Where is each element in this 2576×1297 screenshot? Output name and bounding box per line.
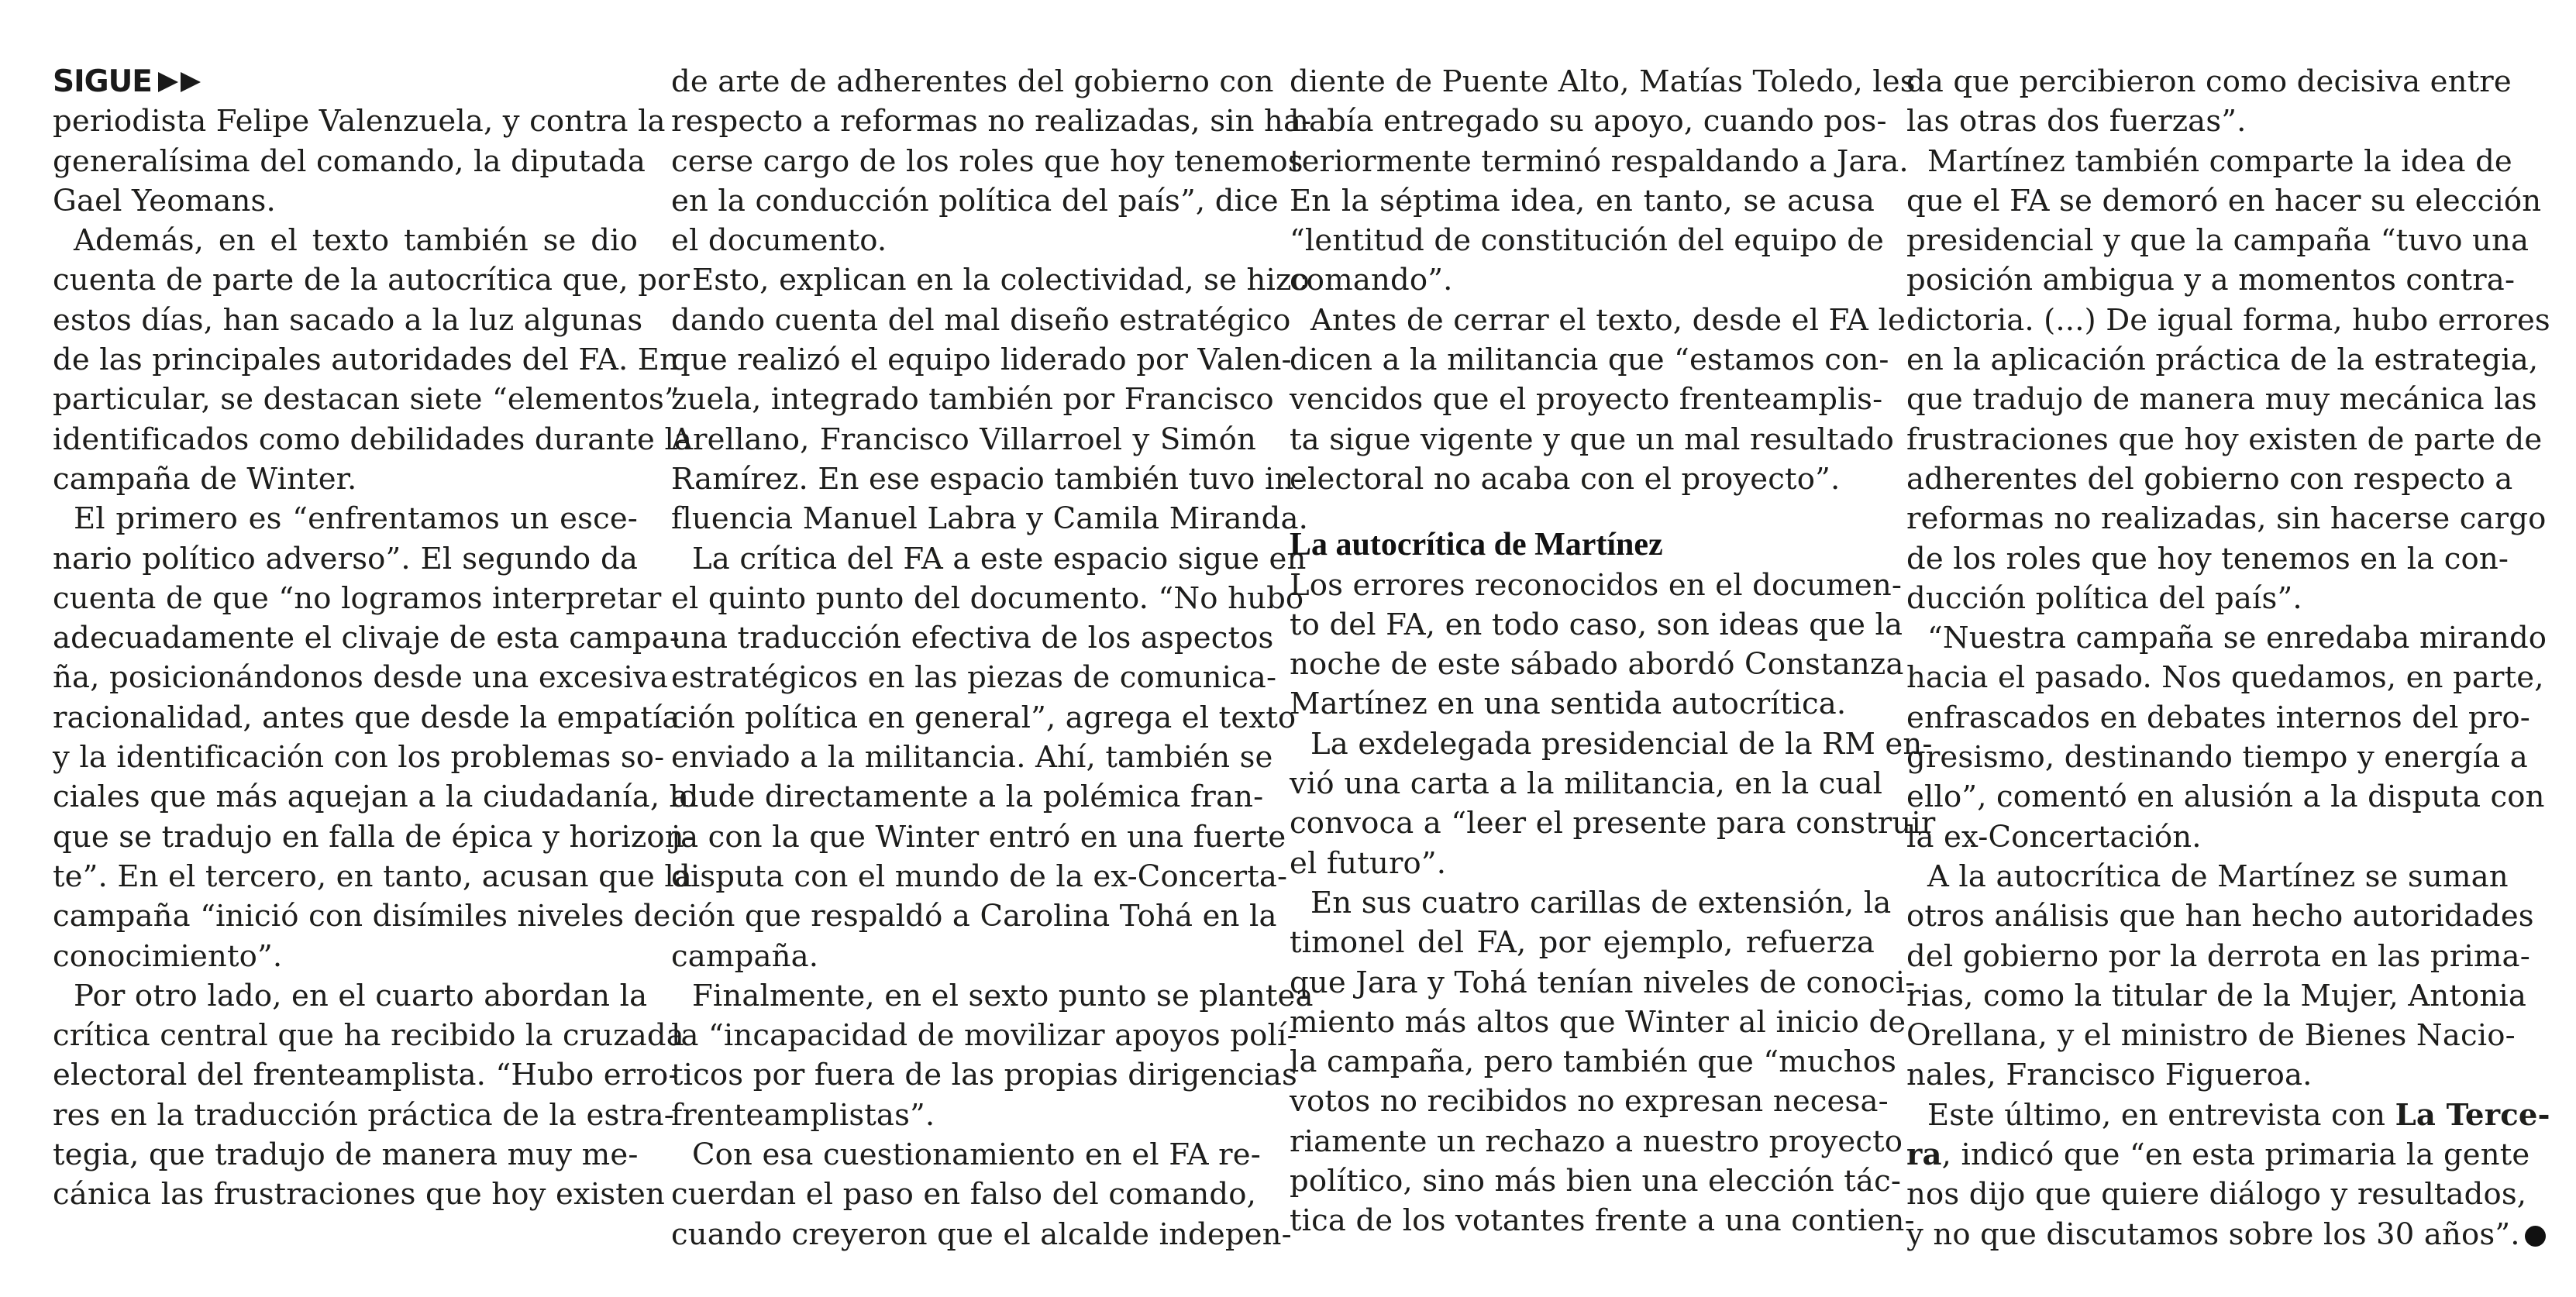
text-line: miento más altos que Winter al inicio de bbox=[1290, 1004, 1906, 1040]
end-of-article-bullet-icon bbox=[2525, 1226, 2546, 1247]
text-line: La exdelegada presidencial de la RM en- bbox=[1310, 726, 1933, 762]
text-line: te”. En el tercero, en tanto, acusan que la bbox=[53, 858, 693, 894]
text-line: y la identificación con los problemas so- bbox=[53, 740, 665, 776]
text-line: vencidos que el proyecto frenteamplis- bbox=[1290, 382, 1883, 418]
text-line: tica de los votantes frente a una contien- bbox=[1290, 1203, 1915, 1239]
text-line: estos días, han sacado a la luz algunas bbox=[53, 302, 643, 338]
text-line: ciales que más aquejan a la ciudadanía, lo bbox=[53, 779, 697, 815]
text-line: campaña. bbox=[671, 938, 819, 974]
text-fragment: y no que discutamos sobre los 30 años”. bbox=[1906, 1216, 2520, 1252]
column-1 bbox=[53, 62, 697, 1215]
text-line: Además, en el texto también se dio bbox=[74, 223, 638, 259]
text-line: había entregado su apoyo, cuando pos- bbox=[1290, 104, 1887, 139]
column-3 bbox=[1290, 62, 1936, 1241]
text-line: ña, posicionándonos desde una excesiva bbox=[53, 660, 669, 696]
text-line: dicen a la militancia que “estamos con- bbox=[1290, 342, 1889, 378]
text-line: electoral no acaba con el proyecto”. bbox=[1290, 461, 1841, 497]
text-line: adherentes del gobierno con respecto a bbox=[1906, 461, 2513, 497]
text-line: La crítica del FA a este espacio sigue en bbox=[692, 541, 1307, 576]
text-line: Arellano, Francisco Villarroel y Simón bbox=[671, 421, 1256, 457]
text-line: en la aplicación práctica de la estrategia, bbox=[1906, 342, 2539, 378]
text-line: diente de Puente Alto, Matías Toledo, les bbox=[1290, 64, 1916, 99]
text-line: enviado a la militancia. Ahí, también se bbox=[671, 740, 1273, 776]
text-line: del gobierno por la derrota en las prima- bbox=[1906, 938, 2530, 974]
text-line: Gael Yeomans. bbox=[53, 183, 276, 218]
text-line: conocimiento”. bbox=[53, 938, 283, 974]
text-line: teriormente terminó respaldando a Jara. bbox=[1290, 143, 1909, 179]
text-line: campaña de Winter. bbox=[53, 461, 357, 497]
text-line: ticos por fuera de las propias dirigencias bbox=[671, 1058, 1297, 1093]
text-line: dictoria. (...) De igual forma, hubo errores bbox=[1906, 302, 2550, 338]
text-line: la “incapacidad de movilizar apoyos polí- bbox=[671, 1018, 1297, 1054]
text-line: Martínez en una sentida autocrítica. bbox=[1290, 686, 1847, 722]
text-line: frustraciones que hoy existen de parte de bbox=[1906, 421, 2543, 457]
text-line: ción política en general”, agrega el texto bbox=[671, 700, 1297, 735]
text-line: el quinto punto del documento. “No hubo bbox=[671, 580, 1304, 616]
text-line: comando”. bbox=[1290, 263, 1453, 298]
text-line: disputa con el mundo de la ex-Concerta- bbox=[671, 858, 1288, 894]
text-line: convoca a “leer el presente para construir bbox=[1290, 806, 1936, 841]
text-line: Esto, explican en la colectividad, se hizo bbox=[692, 263, 1310, 298]
text-line: enfrascados en debates internos del pro- bbox=[1906, 700, 2530, 735]
text-line: cuenta de que “no logramos interpretar bbox=[53, 580, 662, 616]
text-line: cuenta de parte de la autocrítica que, por bbox=[53, 263, 690, 298]
text-line: particular, se destacan siete “elementos” bbox=[53, 382, 680, 418]
text-line: A la autocrítica de Martínez se suman bbox=[1927, 858, 2509, 894]
text-line: periodista Felipe Valenzuela, y contra la bbox=[53, 104, 666, 139]
text-line: el documento. bbox=[671, 223, 887, 259]
column-2 bbox=[671, 62, 1314, 1254]
text-line: tegia, que tradujo de manera muy me- bbox=[53, 1137, 639, 1173]
text-line: nales, Francisco Figueroa. bbox=[1906, 1058, 2313, 1093]
text-line: crítica central que ha recibido la cruzada bbox=[53, 1018, 684, 1054]
text-line: “Nuestra campaña se enredaba mirando bbox=[1927, 621, 2547, 656]
text-line: que se tradujo en falla de épica y horizon- bbox=[53, 819, 694, 855]
text-line: electoral del frenteamplista. “Hubo erro- bbox=[53, 1058, 679, 1093]
newspaper-name: ra bbox=[1906, 1137, 1942, 1173]
text-line: que tradujo de manera muy mecánica las bbox=[1906, 382, 2537, 418]
text-line: que realizó el equipo liderado por Valen- bbox=[671, 342, 1292, 378]
text-line: Martínez también comparte la idea de bbox=[1927, 143, 2512, 179]
text-line: en la conducción política del país”, dice bbox=[671, 183, 1279, 218]
text-line: fluencia Manuel Labra y Camila Miranda. bbox=[671, 501, 1309, 537]
text-line: nario político adverso”. El segundo da bbox=[53, 541, 638, 576]
text-line: político, sino más bien una elección tác- bbox=[1290, 1164, 1902, 1199]
text-line: noche de este sábado abordó Constanza bbox=[1290, 647, 1904, 683]
text-line: adecuadamente el clivaje de esta campa- bbox=[53, 621, 680, 656]
text-line: la ex-Concertación. bbox=[1906, 819, 2202, 855]
column-4-body bbox=[1906, 62, 2550, 1096]
text-line: cuando creyeron que el alcalde indepen- bbox=[671, 1216, 1292, 1252]
text-fragment: Este último, en entrevista con bbox=[1927, 1097, 2395, 1133]
text-line: frenteamplistas”. bbox=[671, 1097, 935, 1133]
text-line: la campaña, pero también que “muchos bbox=[1290, 1044, 1897, 1080]
text-fragment: , indicó que “en esta primaria la gente bbox=[1941, 1137, 2530, 1173]
text-line: de arte de adherentes del gobierno con bbox=[671, 64, 1274, 99]
text-line: el futuro”. bbox=[1290, 845, 1447, 881]
text-line: Los errores reconocidos en el documen- bbox=[1290, 567, 1903, 603]
text-line: ta sigue vigente y que un mal resultado bbox=[1290, 421, 1894, 457]
text-line: ello”, comentó en alusión a la disputa con bbox=[1906, 779, 2545, 815]
text-line: Por otro lado, en el cuarto abordan la bbox=[74, 978, 648, 1013]
subheading: La autocrítica de Martínez bbox=[1290, 527, 1663, 563]
newspaper-name: La Terce- bbox=[2395, 1097, 2550, 1133]
text-line: ción que respaldó a Carolina Tohá en la bbox=[671, 899, 1277, 934]
text-line: otros análisis que han hecho autoridades bbox=[1906, 899, 2534, 934]
text-line: ducción política del país”. bbox=[1906, 580, 2302, 616]
text-line: votos no recibidos no expresan necesa- bbox=[1290, 1084, 1889, 1120]
text-line: timonel del FA, por ejemplo, refuerza bbox=[1290, 925, 1875, 961]
text-line: “lentitud de constitución del equipo de bbox=[1290, 223, 1885, 259]
text-line: En la séptima idea, en tanto, se acusa bbox=[1290, 183, 1875, 218]
text-line: Finalmente, en el sexto punto se plantea bbox=[692, 978, 1314, 1013]
text-line: Orellana, y el ministro de Bienes Nacio- bbox=[1906, 1018, 2516, 1054]
continues-label: SIGUE bbox=[53, 64, 152, 99]
text-line: vió una carta a la militancia, en la cual bbox=[1290, 766, 1883, 802]
text-line: En sus cuatro carillas de extensión, la bbox=[1310, 885, 1892, 920]
text-line: campaña “inició con disímiles niveles de bbox=[53, 899, 671, 934]
text-line: que el FA se demoró en hacer su elección bbox=[1906, 183, 2542, 218]
text-line: reformas no realizadas, sin hacerse cargo bbox=[1906, 501, 2547, 537]
continues-marker bbox=[53, 62, 638, 101]
text-line: Con esa cuestionamiento en el FA re- bbox=[692, 1137, 1261, 1173]
text-line: identificados como debilidades durante la bbox=[53, 421, 693, 457]
text-line: presidencial y que la campaña “tuvo una bbox=[1906, 223, 2530, 259]
column-4 bbox=[1906, 62, 2550, 1254]
text-line: ja con la que Winter entró en una fuerte bbox=[671, 819, 1286, 855]
text-line: alude directamente a la polémica fran- bbox=[671, 779, 1264, 815]
text-line: racionalidad, antes que desde la empatía bbox=[53, 700, 680, 735]
text-line bbox=[1906, 1135, 2530, 1175]
text-line: posición ambigua y a momentos contra- bbox=[1906, 263, 2516, 298]
text-line: las otras dos fuerzas”. bbox=[1906, 104, 2247, 139]
text-line: de las principales autoridades del FA. En bbox=[53, 342, 680, 378]
column-3-body-bottom bbox=[1290, 566, 1936, 1241]
text-line bbox=[1906, 1096, 2550, 1135]
text-line: una traducción efectiva de los aspectos bbox=[671, 621, 1274, 656]
text-line: gresismo, destinando tiempo y energía a bbox=[1906, 740, 2528, 776]
text-line: zuela, integrado también por Francisco bbox=[671, 382, 1274, 418]
column-3-body-top bbox=[1290, 62, 1916, 499]
text-line: de los roles que hoy tenemos en la con- bbox=[1906, 541, 2509, 576]
text-line: Ramírez. En ese espacio también tuvo in- bbox=[671, 461, 1304, 497]
text-line: cuerdan el paso en falso del comando, bbox=[671, 1177, 1256, 1213]
text-line: to del FA, en todo caso, son ideas que la bbox=[1290, 607, 1903, 642]
text-line: nos dijo que quiere diálogo y resultados, bbox=[1906, 1177, 2527, 1213]
text-line bbox=[1906, 1215, 2520, 1254]
text-line: que Jara y Tohá tenían niveles de conoci- bbox=[1290, 965, 1916, 1000]
text-line: dando cuenta del mal diseño estratégico bbox=[671, 302, 1291, 338]
text-line: da que percibieron como decisiva entre bbox=[1906, 64, 2512, 99]
column-1-body bbox=[53, 101, 697, 1214]
text-line: hacia el pasado. Nos quedamos, en parte, bbox=[1906, 660, 2544, 696]
text-line: generalísima del comando, la diputada bbox=[53, 143, 646, 179]
text-line: cerse cargo de los roles que hoy tenemos bbox=[671, 143, 1303, 179]
text-line: estratégicos en las piezas de comunica- bbox=[671, 660, 1277, 696]
text-line: cánica las frustraciones que hoy existen bbox=[53, 1177, 665, 1213]
text-line: res en la traducción práctica de la estra- bbox=[53, 1097, 674, 1133]
text-line: riamente un rechazo a nuestro proyecto bbox=[1290, 1123, 1903, 1159]
text-line: rias, como la titular de la Mujer, Antonia bbox=[1906, 978, 2527, 1013]
double-arrow-icon bbox=[158, 71, 203, 94]
text-line: El primero es “enfrentamos un esce- bbox=[74, 501, 638, 537]
text-line: Antes de cerrar el texto, desde el FA le bbox=[1310, 302, 1906, 338]
column-2-body bbox=[671, 62, 1314, 1254]
text-line: respecto a reformas no realizadas, sin ha- bbox=[671, 104, 1312, 139]
